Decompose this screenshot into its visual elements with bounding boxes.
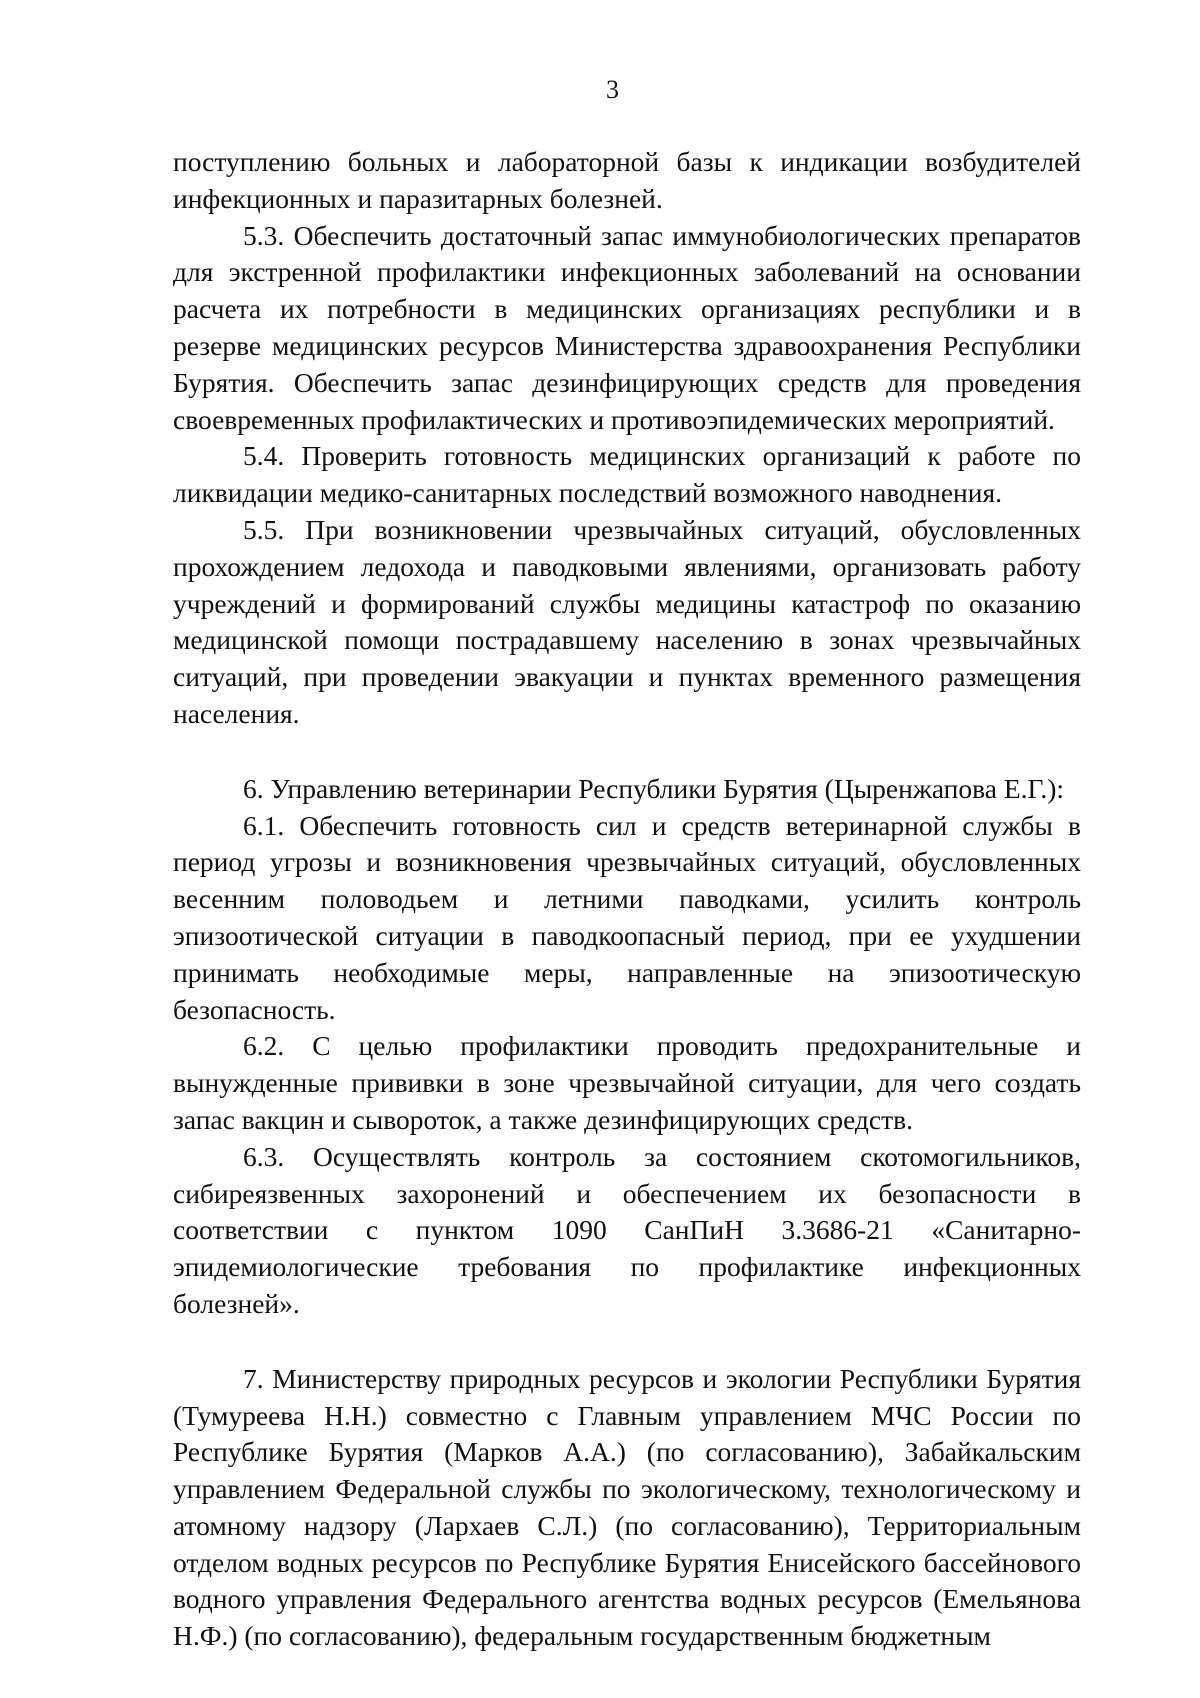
page-number: 3: [606, 75, 619, 104]
section-6-heading: 6. Управлению ветеринарии Республики Бурятия (Цыренжапова Е.Г.):: [243, 772, 1064, 804]
paragraph-6-3: 6.3. Осуществлять контроль за состоянием скотомогильников, сибиреязвенных захоронений и обеспечением их безопасности в соответствии с пунктом 1090 СанПиН 3.3686-21 «Санитарно-эпидемиологические требования по профилактике инфекционных болезней».: [173, 1140, 1081, 1319]
paragraph-6-1: 6.1. Обеспечить готовность сил и средств ветеринарной службы в период угрозы и возникновения чрезвычайных ситуаций, обусловленных весенним половодьем и летними паводками, усилить контроль эпизоотической ситуации в паводкоопасный период, при ее ухудшении принимать необходимые меры, направленные на эпизоотическую безопасность.: [173, 809, 1081, 1025]
paragraph-5-4: 5.4. Проверить готовность медицинских организаций к работе по ликвидации медико-санитарных последствий возможного наводнения.: [173, 440, 1081, 509]
document-body: [173, 144, 1081, 1655]
section-gap: [173, 1323, 1081, 1361]
section-gap: [173, 733, 1081, 771]
paragraph-5-3: 5.3. Обеспечить достаточный запас иммунобиологических препаратов для экстренной профилактики инфекционных заболеваний на основании расчета их потребности в медицинских организациях республики и в резерве медицинских ресурсов Министерства здравоохранения Республики Бурятия. Обеспечить запас дезинфицирующих средств для проведения своевременных профилактических и противоэпидемических мероприятий.: [173, 219, 1081, 435]
section-7-paragraph: 7. Министерству природных ресурсов и экологии Республики Бурятия (Тумуреева Н.Н.) совместно с Главным управлением МЧС России по Республике Бурятия (Марков А.А.) (по согласованию), Забайкальским управлением Федеральной службы по экологическому, технологическому и атомному надзору (Лархаев С.Л.) (по согласованию), Территориальным отделом водных ресурсов по Республике Бурятия Енисейского бассейнового водного управления Федерального агентства водных ресурсов (Емельянова Н.Ф.) (по согласованию), федеральным государственным бюджетным: [173, 1362, 1081, 1652]
paragraph-6-2: 6.2. С целью профилактики проводить предохранительные и вынужденные прививки в зоне чрезвычайной ситуации, для чего создать запас вакцин и сывороток, а также дезинфицирующих средств.: [173, 1030, 1081, 1135]
paragraph-continuation: поступлению больных и лабораторной базы к индикации возбудителей инфекционных и паразитарных болезней.: [173, 146, 1081, 214]
paragraph-5-5: 5.5. При возникновении чрезвычайных ситуаций, обусловленных прохождением ледохода и паводковыми явлениями, организовать работу учреждений и формирований службы медицины катастроф по оказанию медицинской помощи пострадавшему населению в зонах чрезвычайных ситуаций, при проведении эвакуации и пунктах временного размещения населения.: [173, 513, 1081, 729]
